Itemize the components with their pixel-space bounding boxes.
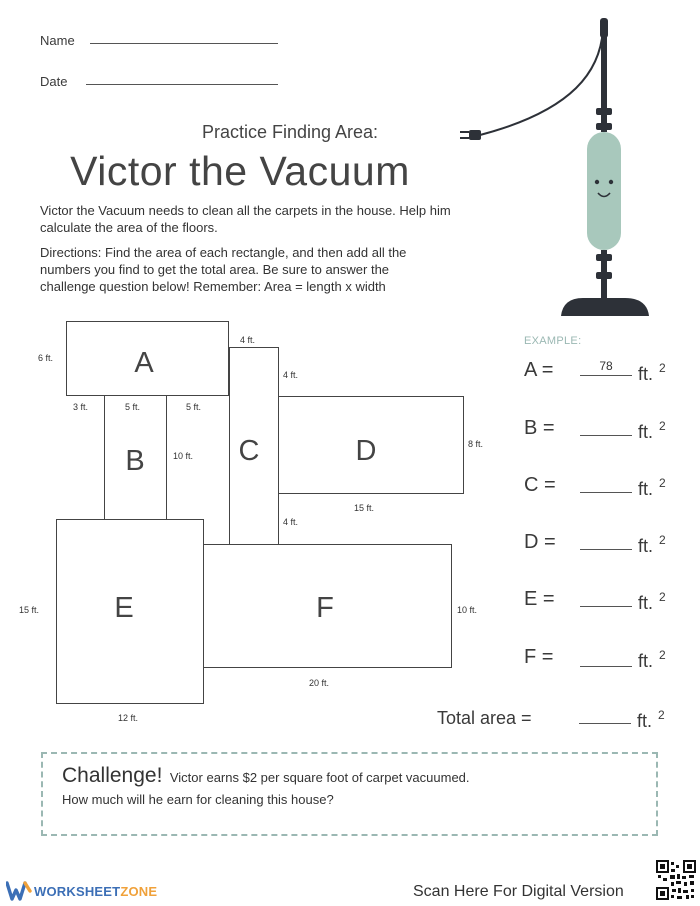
total-area-blank[interactable]: [579, 723, 631, 724]
example-label: EXAMPLE:: [524, 335, 582, 347]
challenge-first-line: [62, 764, 470, 788]
total-area-unit: ft. $^2$: [637, 708, 665, 731]
answer-value: 78: [599, 359, 613, 373]
answer-key: D =: [524, 531, 556, 553]
vacuum-eye-right: [609, 180, 613, 184]
answer-unit: ft. $^2$: [638, 533, 666, 556]
dim-c-bottom: 4 ft.: [283, 517, 299, 527]
vacuum-upper-pole: [601, 36, 607, 132]
answer-unit: ft. $^2$: [638, 476, 666, 499]
answer-row-b: [524, 417, 694, 447]
directions-text: Directions: Find the area of each rectangle, and then add all the numbers you find to get the total area. Be sure to answer the challenge question below! Remember: Area = length x width: [40, 245, 407, 294]
room-f-label: F: [316, 592, 334, 624]
answer-unit: ft. $^2$: [638, 419, 666, 442]
answer-row-f: [524, 646, 694, 676]
answer-unit: ft. $^2$: [638, 648, 666, 671]
page-title: Victor the Vacuum: [70, 148, 410, 194]
dim-d-height: 8 ft.: [468, 439, 484, 449]
answer-row-d: [524, 531, 694, 561]
qr-code-icon[interactable]: [656, 860, 696, 900]
brand-name[interactable]: WORKSHEETZONE: [34, 884, 158, 899]
dim-e-width: 12 ft.: [118, 713, 139, 723]
dim-a-height: 6 ft.: [38, 353, 54, 363]
vacuum-body: [587, 132, 621, 250]
dim-c-width: 4 ft.: [240, 335, 256, 345]
answer-unit: ft. $^2$: [638, 361, 666, 384]
answer-unit: ft. $^2$: [638, 590, 666, 613]
vacuum-cord: [480, 30, 603, 135]
intro-text: Victor the Vacuum needs to clean all the carpets in the house. Help him calculate the area of the floors.: [40, 203, 451, 235]
challenge-box: [41, 752, 658, 836]
answer-blank[interactable]: [580, 549, 632, 550]
answer-key: C =: [524, 474, 556, 496]
answer-blank[interactable]: [580, 492, 632, 493]
vacuum-plug-icon: [469, 130, 481, 140]
answer-row-c: [524, 474, 694, 504]
worksheetzone-logo-icon: [6, 881, 34, 901]
total-area-label: Total area =: [437, 708, 532, 728]
answer-blank[interactable]: [580, 666, 632, 667]
vacuum-eye-left: [595, 180, 599, 184]
dim-b-height: 10 ft.: [173, 451, 194, 461]
challenge-line-2: How much will he earn for cleaning this house?: [62, 792, 334, 807]
answer-key: F =: [524, 646, 554, 668]
dim-e-height: 15 ft.: [19, 605, 40, 615]
challenge-heading: Challenge!: [62, 764, 163, 787]
vacuum-head: [561, 298, 649, 316]
dim-f-width: 20 ft.: [309, 678, 330, 688]
dim-b-right: 5 ft.: [186, 402, 202, 412]
date-line[interactable]: [86, 84, 278, 85]
answer-blank[interactable]: [580, 606, 632, 607]
answer-key: E =: [524, 588, 555, 610]
dim-c-gap: 4 ft.: [283, 370, 299, 380]
room-e-label: E: [114, 592, 134, 624]
scan-text: Scan Here For Digital Version: [413, 883, 624, 900]
name-label: Name: [40, 33, 75, 48]
name-line[interactable]: [90, 43, 278, 44]
answer-key: A =: [524, 359, 554, 381]
dim-d-width: 15 ft.: [354, 503, 375, 513]
dim-b-width: 5 ft.: [125, 402, 141, 412]
answer-row-a: [524, 359, 694, 389]
vacuum-illustration: [455, 10, 665, 320]
answer-blank[interactable]: [580, 435, 632, 436]
room-a-label: A: [134, 347, 154, 379]
date-label: Date: [40, 74, 68, 89]
answer-key: B =: [524, 417, 555, 439]
room-c-label: C: [238, 435, 260, 467]
dim-b-left: 3 ft.: [73, 402, 89, 412]
challenge-line-1: Victor earns $2 per square foot of carpet vacuumed.: [169, 770, 470, 785]
room-b-label: B: [125, 445, 145, 477]
dim-f-height: 10 ft.: [457, 605, 478, 615]
page-subtitle: Practice Finding Area:: [201, 122, 379, 142]
room-d-label: D: [355, 435, 377, 467]
answer-row-e: [524, 588, 694, 618]
answer-blank[interactable]: [580, 375, 632, 376]
vacuum-handle: [600, 18, 608, 38]
